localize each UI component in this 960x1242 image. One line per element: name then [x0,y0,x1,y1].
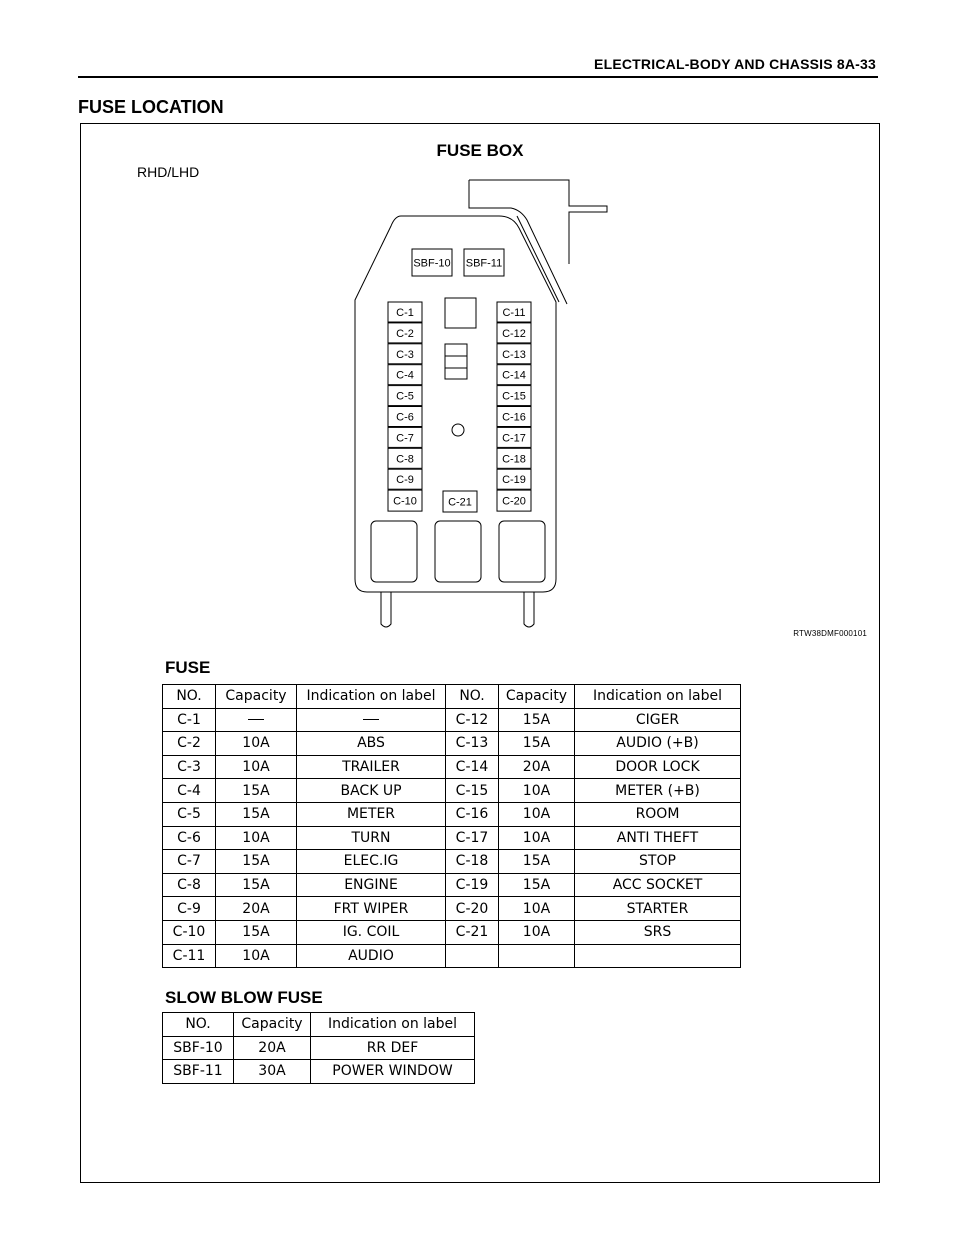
svg-text:SBF-10: SBF-10 [413,257,451,270]
table-cell [297,708,446,732]
table-cell: 10A [499,897,575,921]
table-cell: C-18 [446,850,499,874]
table-cell: 15A [499,873,575,897]
table-cell: 10A [216,732,297,756]
variant-label: RHD/LHD [137,164,200,180]
fuse-label-left [388,302,422,322]
table-cell: 15A [499,708,575,732]
fuse-label-left [388,448,422,468]
table-cell: C-5 [163,802,216,826]
fuse-label-right [497,448,531,468]
table-cell: C-10 [163,920,216,944]
table-cell: ENGINE [297,873,446,897]
svg-text:C-21: C-21 [448,496,472,509]
table-cell: C-13 [446,732,499,756]
svg-text:C-11: C-11 [502,307,526,319]
sbf-table-header-row [163,1013,475,1037]
relay-socket-center [435,521,481,582]
table-row [163,802,741,826]
table-cell: 15A [216,850,297,874]
table-cell: METER (+B) [575,779,741,803]
header-no: NO. [446,685,499,709]
svg-text:C-9: C-9 [396,474,414,487]
fuse-label-left [388,344,422,364]
table-cell: C-2 [163,732,216,756]
fuse-label-c-21 [443,491,477,512]
svg-text:C-1: C-1 [396,307,414,319]
fuse-label-left [388,407,422,427]
header-indication: Indication on label [311,1013,475,1037]
fuse-label-right [497,469,531,489]
svg-text:C-16: C-16 [502,411,526,424]
table-cell [216,708,297,732]
sbf-table-title: SLOW BLOW FUSE [165,988,323,1007]
fuse-table-header-row [163,685,741,709]
svg-text:C-5: C-5 [396,390,414,403]
table-row [163,897,741,921]
svg-text:C-15: C-15 [502,390,526,403]
table-cell: 15A [216,920,297,944]
table-cell: STARTER [575,897,741,921]
fuse-label-right [497,407,531,427]
table-cell [446,944,499,968]
relay-socket-left [371,521,417,582]
table-cell [499,944,575,968]
table-cell: 10A [216,826,297,850]
table-cell: SBF-11 [163,1060,234,1084]
table-cell: AUDIO [297,944,446,968]
table-row [163,779,741,803]
svg-text:C-12: C-12 [502,327,526,340]
mount-leg-right [524,592,534,627]
figure-frame [80,123,880,1183]
table-cell: ELEC.IG [297,850,446,874]
table-cell: ABS [297,732,446,756]
table-cell: 10A [499,920,575,944]
header-no: NO. [163,685,216,709]
table-row [163,873,741,897]
svg-text:C-4: C-4 [396,369,414,382]
table-cell: 15A [499,732,575,756]
table-row [163,1060,475,1084]
table-cell: METER [297,802,446,826]
fuse-box-title: FUSE BOX [436,141,524,160]
fuse-label-right [497,344,531,364]
table-cell: C-8 [163,873,216,897]
table-row [163,732,741,756]
svg-text:C-13: C-13 [502,348,526,361]
page-header [78,56,878,78]
fuse-table [162,684,741,968]
table-cell: STOP [575,850,741,874]
fuse-label-right [497,490,531,511]
svg-text:C-3: C-3 [396,348,414,361]
header-capacity: Capacity [499,685,575,709]
table-cell: CIGER [575,708,741,732]
table-row [163,755,741,779]
fuse-label-sbf-10 [412,249,452,276]
table-cell: 15A [216,873,297,897]
table-cell: BACK UP [297,779,446,803]
table-cell: AUDIO (+B) [575,732,741,756]
table-row [163,920,741,944]
svg-text:C-10: C-10 [393,495,417,508]
svg-text:C-2: C-2 [396,327,414,340]
table-cell: C-21 [446,920,499,944]
table-cell: C-1 [163,708,216,732]
table-cell: 20A [499,755,575,779]
svg-text:C-17: C-17 [502,432,526,445]
svg-text:C-20: C-20 [502,495,526,508]
header-text: ELECTRICAL-BODY AND CHASSIS 8A-33 [594,56,876,72]
table-cell: C-19 [446,873,499,897]
fuse-box-diagram [81,124,879,644]
table-cell: C-11 [163,944,216,968]
table-cell: SRS [575,920,741,944]
svg-text:C-8: C-8 [396,453,414,466]
table-cell: 10A [499,779,575,803]
table-cell: ROOM [575,802,741,826]
table-cell: 15A [216,802,297,826]
svg-text:C-6: C-6 [396,411,414,424]
svg-text:C-18: C-18 [502,453,526,466]
table-cell: C-7 [163,850,216,874]
table-cell: ANTI THEFT [575,826,741,850]
table-cell: C-14 [446,755,499,779]
slow-blow-fuse-table [162,1012,475,1084]
table-row [163,1036,475,1060]
table-cell: POWER WINDOW [311,1060,475,1084]
center-relay-socket [445,298,476,328]
table-cell [575,944,741,968]
table-row [163,708,741,732]
table-cell: 10A [499,826,575,850]
fuse-label-sbf-11 [464,249,504,276]
table-cell: C-17 [446,826,499,850]
table-cell: RR DEF [311,1036,475,1060]
table-cell: 20A [216,897,297,921]
table-cell: 30A [234,1060,311,1084]
table-cell: C-3 [163,755,216,779]
fuse-label-left [388,323,422,343]
table-cell: C-16 [446,802,499,826]
table-cell: C-12 [446,708,499,732]
table-cell: 20A [234,1036,311,1060]
table-cell: C-9 [163,897,216,921]
svg-text:C-14: C-14 [502,369,526,382]
mount-leg-left [381,592,391,627]
fuse-label-right [497,323,531,343]
figure-code: RTW38DMF000101 [793,629,867,638]
fuse-label-left [388,365,422,385]
svg-text:SBF-11: SBF-11 [465,257,503,270]
svg-text:C-19: C-19 [502,474,526,487]
fuse-label-left [388,427,422,447]
table-row [163,826,741,850]
table-cell: C-20 [446,897,499,921]
header-indication: Indication on label [575,685,741,709]
fuse-label-right [497,386,531,406]
table-cell: SBF-10 [163,1036,234,1060]
table-cell: 10A [216,755,297,779]
dash-mark [363,719,379,720]
section-title: FUSE LOCATION [78,97,224,117]
header-no: NO. [163,1013,234,1037]
table-cell: C-15 [446,779,499,803]
header-capacity: Capacity [216,685,297,709]
table-cell: C-6 [163,826,216,850]
table-cell: 10A [216,944,297,968]
relay-socket-right [499,521,545,582]
table-row [163,850,741,874]
table-row [163,944,741,968]
fuse-label-left [388,386,422,406]
table-cell: 15A [499,850,575,874]
header-capacity: Capacity [234,1013,311,1037]
table-cell: TURN [297,826,446,850]
fuse-label-right [497,365,531,385]
table-cell: ACC SOCKET [575,873,741,897]
table-cell: IG. COIL [297,920,446,944]
fuse-label-right [497,302,531,322]
table-cell: FRT WIPER [297,897,446,921]
table-cell: C-4 [163,779,216,803]
svg-text:C-7: C-7 [396,432,414,445]
dash-mark [248,719,264,720]
table-cell: DOOR LOCK [575,755,741,779]
center-hole [452,424,464,436]
fuse-label-left [388,490,422,511]
table-cell: 10A [499,802,575,826]
header-indication: Indication on label [297,685,446,709]
table-cell: TRAILER [297,755,446,779]
table-cell: 15A [216,779,297,803]
fuse-label-left [388,469,422,489]
fuse-table-title: FUSE [165,658,211,677]
fuse-label-right [497,427,531,447]
